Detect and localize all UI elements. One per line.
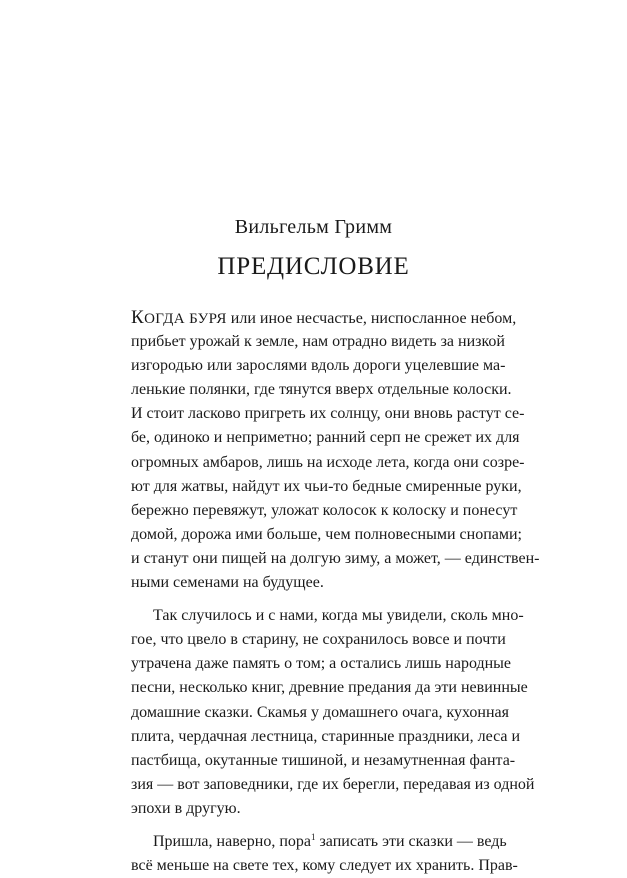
text-line: И стоит ласково пригреть их солнцу, они вновь растут се- [131,405,525,423]
text-line: гое, что цвело в старину, не сохранилось вовсе и почти [131,631,506,649]
chapter-title: ПРЕДИСЛОВИЕ [217,253,410,280]
text-line: домой, дорожа ими больше, чем полновесными снопами; [131,525,522,543]
paragraph-1 [131,306,540,595]
text-line: огромных амбаров, лишь на исходе лета, когда они созре- [131,453,525,471]
text-line: зия — вот заповедники, где их берегли, передавая из одной [131,775,535,793]
body-text [131,306,540,878]
small-caps-lead: ОГДА БУРЯ [144,311,227,327]
text-line: плита, чердачная лестница, старинные праздники, леса и [131,727,521,745]
text-line: бе, одиноко и неприметно; ранний серп не срежет их для [131,429,520,447]
text-line: Пришла, наверно, пора$^1$ записать эти сказки — ведь [153,831,507,850]
text-line: прибьет урожай к земле, нам отрадно видеть за низкой [131,333,505,351]
paragraph-2 [131,604,535,821]
text-line: и станут они пищей на долгую зиму, а может, — единствен- [131,549,540,567]
text-line: домашние сказки. Скамья у домашнего очага, кухонная [131,703,509,721]
text-line: песни, несколько книг, древние предания да эти невинные [131,679,528,697]
text-line: бережно перевяжут, уложат колосок к колоску и понесут [131,501,518,519]
footnote-marker[interactable]: 1 [310,831,316,842]
author-name: Вильгельм Гримм [234,216,393,238]
text-line: Так случилось и с нами, когда мы увидели, сколь мно- [153,607,524,625]
text-line: эпохи в другую. [131,799,241,817]
text-line: КОГДА БУРЯ или иное несчастье, ниспосланное небом, [131,307,517,328]
text-line: утрачена даже память о том; а остались лишь народные [131,655,512,673]
paragraph-3 [131,830,518,878]
text-line: изгородью или зарослями вдоль дороги уцелевшие ма- [131,357,506,375]
lead-in [131,307,227,328]
text-line: ными семенами на будущее. [131,574,324,592]
text-line: ленькие полянки, где тянутся вверх отдельные колоски. [131,381,512,399]
text-line: всё меньше на свете тех, кому следует их хранить. Прав- [131,857,518,875]
drop-initial: К [131,307,145,328]
text-line: пастбища, окутанные тишиной, и незамутненная фанта- [131,751,516,769]
text-line: ют для жатвы, найдут их чьи-то бедные смиренные руки, [131,477,522,495]
